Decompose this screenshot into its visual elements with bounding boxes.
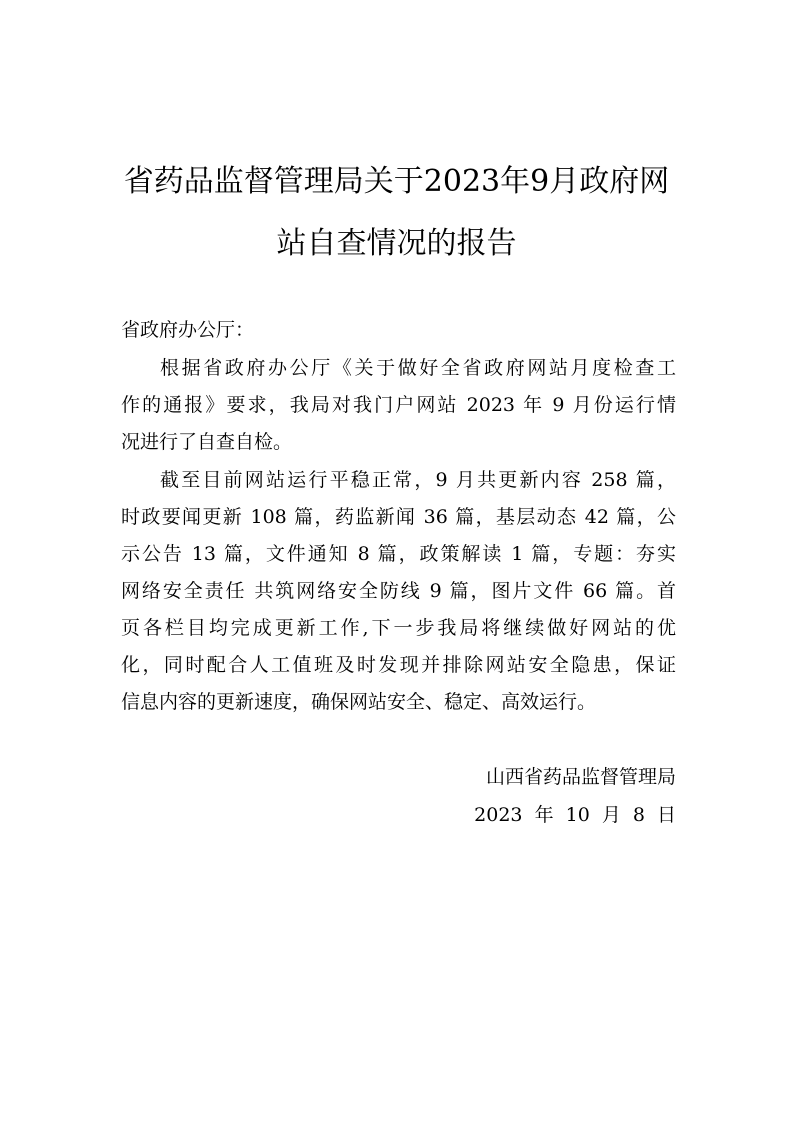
paragraph-2-line: 信息内容的更新速度，确保网站安全、稳定、高效运行。: [121, 691, 597, 713]
paragraph-2-line: 网络安全责任 共筑网络安全防线 9 篇，图片文件 66 篇。首: [121, 580, 676, 602]
paragraph-1-line: 况进行了自查自检。: [121, 431, 293, 453]
paragraph-2-line: 截至目前网站运行平稳正常，9 月共更新内容 258 篇，: [160, 469, 676, 491]
paragraph-2-line: 页各栏目均完成更新工作,下一步我局将继续做好网站的优: [121, 617, 676, 639]
paragraph-2-line: 时政要闻更新 108 篇，药监新闻 36 篇，基层动态 42 篇，公: [121, 506, 676, 528]
paragraph-1-line: 根据省政府办公厅《关于做好全省政府网站月度检查工: [160, 357, 676, 379]
document-title-line-1: 省药品监督管理局关于2023年9月政府网: [123, 164, 670, 199]
paragraph-2-line: 示公告 13 篇，文件通知 8 篇，政策解读 1 篇，专题：夯实: [121, 543, 676, 565]
document-title-line-2: 站自查情况的报告: [276, 226, 517, 261]
signature-organization: 山西省药品监督管理局: [485, 766, 676, 788]
paragraph-1-line: 作的通报》要求，我局对我门户网站 2023 年 9 月份运行情: [121, 394, 676, 416]
signature-date: 2023 年 10 月 8 日: [474, 804, 676, 826]
paragraph-2-line: 化，同时配合人工值班及时发现并排除网站安全隐患，保证: [121, 654, 676, 676]
salutation: 省政府办公厅：: [121, 319, 255, 341]
